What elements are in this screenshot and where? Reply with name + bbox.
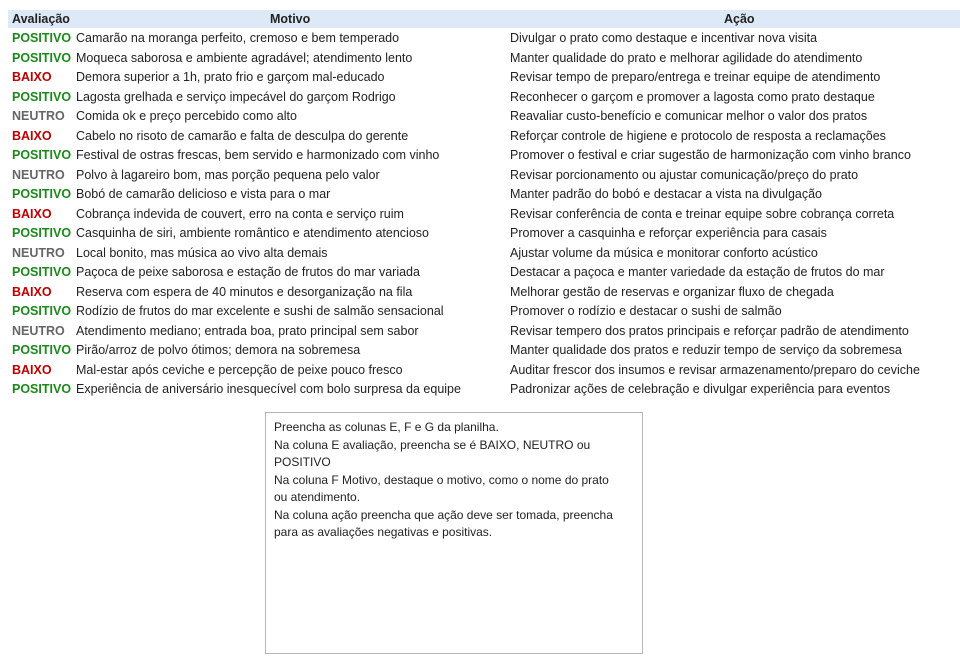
cell-avaliacao[interactable]: POSITIVO: [12, 187, 72, 201]
cell-motivo[interactable]: Mal-estar após ceviche e percepção de peixe pouco fresco: [76, 362, 403, 377]
cell-acao[interactable]: Melhorar gestão de reservas e organizar fluxo de chegada: [510, 284, 834, 299]
cell-avaliacao[interactable]: POSITIVO: [12, 265, 72, 279]
cell-motivo[interactable]: Rodízio de frutos do mar excelente e sushi de salmão sensacional: [76, 304, 444, 318]
cell-acao[interactable]: Auditar frescor dos insumos e revisar armazenamento/preparo do ceviche: [510, 362, 920, 377]
note-line: ou atendimento.: [274, 490, 361, 504]
cell-acao[interactable]: Ajustar volume da música e monitorar conforto acústico: [510, 245, 818, 260]
cell-acao[interactable]: Promover o rodízio e destacar o sushi de salmão: [510, 304, 782, 318]
cell-acao[interactable]: Divulgar o prato como destaque e incentivar nova visita: [510, 31, 818, 45]
cell-motivo[interactable]: Cobrança indevida de couvert, erro na conta e serviço ruim: [76, 206, 404, 221]
table-row: [8, 224, 960, 244]
cell-acao[interactable]: Manter qualidade do prato e melhorar agilidade do atendimento: [510, 50, 863, 65]
cell-avaliacao[interactable]: BAIXO: [12, 206, 52, 221]
note-line: POSITIVO: [274, 455, 331, 469]
cell-motivo[interactable]: Comida ok e preço percebido como alto: [76, 109, 297, 123]
cell-motivo[interactable]: Local bonito, mas música ao vivo alta demais: [76, 245, 328, 260]
cell-acao[interactable]: Revisar tempero dos pratos principais e reforçar padrão de atendimento: [510, 323, 909, 338]
table-row: [8, 283, 960, 303]
cell-acao[interactable]: Reforçar controle de higiene e protocolo de resposta a reclamações: [510, 128, 886, 143]
cell-motivo[interactable]: Cabelo no risoto de camarão e falta de desculpa do gerente: [76, 128, 409, 143]
table-row: [8, 166, 960, 186]
cell-acao[interactable]: Promover a casquinha e reforçar experiência para casais: [510, 226, 827, 240]
cell-motivo[interactable]: Experiência de aniversário inesquecível com bolo surpresa da equipe: [76, 382, 461, 396]
header-avaliacao[interactable]: Avaliação: [12, 12, 70, 26]
table-row: [8, 380, 960, 400]
cell-acao[interactable]: Padronizar ações de celebração e divulgar experiência para eventos: [510, 382, 891, 396]
cell-acao[interactable]: Manter qualidade dos pratos e reduzir tempo de serviço da sobremesa: [510, 343, 902, 357]
table-row: [8, 205, 960, 225]
table-row: [8, 341, 960, 361]
table-row: [8, 107, 960, 127]
cell-motivo[interactable]: Paçoca de peixe saborosa e estação de frutos do mar variada: [76, 265, 420, 279]
cell-motivo[interactable]: Atendimento mediano; entrada boa, prato principal sem sabor: [76, 323, 419, 338]
cell-avaliacao[interactable]: POSITIVO: [12, 343, 72, 357]
header-motivo[interactable]: Motivo: [270, 12, 311, 26]
header-row: [8, 10, 960, 28]
instruction-textbox[interactable]: [265, 412, 643, 654]
cell-acao[interactable]: Reavaliar custo-benefício e comunicar melhor o valor dos pratos: [510, 109, 868, 123]
table-row: [8, 127, 960, 147]
table-row: [8, 146, 960, 166]
note-line: Na coluna F Motivo, destaque o motivo, como o nome do prato: [274, 472, 609, 487]
cell-acao[interactable]: Reconhecer o garçom e promover a lagosta como prato destaque: [510, 89, 875, 104]
cell-avaliacao[interactable]: POSITIVO: [12, 148, 72, 162]
cell-acao[interactable]: Destacar a paçoca e manter variedade da estação de frutos do mar: [510, 265, 885, 279]
cell-avaliacao[interactable]: POSITIVO: [12, 226, 72, 240]
note-line: Preencha as colunas E, F e G da planilha.: [274, 420, 499, 434]
cell-motivo[interactable]: Camarão na moranga perfeito, cremoso e bem temperado: [76, 31, 400, 45]
cell-avaliacao[interactable]: NEUTRO: [12, 109, 65, 123]
cell-avaliacao[interactable]: POSITIVO: [12, 89, 72, 104]
table-row: [8, 361, 960, 381]
cell-motivo[interactable]: Lagosta grelhada e serviço impecável do garçom Rodrigo: [76, 89, 396, 104]
cell-avaliacao[interactable]: POSITIVO: [12, 31, 72, 45]
cell-motivo[interactable]: Moqueca saborosa e ambiente agradável; atendimento lento: [76, 50, 413, 65]
cell-motivo[interactable]: Festival de ostras frescas, bem servido e harmonizado com vinho: [76, 148, 440, 162]
table-row: [8, 302, 960, 322]
cell-acao[interactable]: Revisar porcionamento ou ajustar comunicação/preço do prato: [510, 167, 859, 182]
table-row: [8, 185, 960, 205]
note-line: para as avaliações negativas e positivas.: [274, 525, 493, 539]
cell-avaliacao[interactable]: NEUTRO: [12, 323, 65, 338]
cell-acao[interactable]: Revisar tempo de preparo/entrega e treinar equipe de atendimento: [510, 70, 881, 84]
table-row: [8, 244, 960, 264]
table-row: [8, 29, 960, 49]
table-row: [8, 263, 960, 283]
cell-motivo[interactable]: Bobó de camarão delicioso e vista para o mar: [76, 187, 331, 201]
cell-motivo[interactable]: Pirão/arroz de polvo ótimos; demora na sobremesa: [76, 343, 361, 357]
cell-acao[interactable]: Promover o festival e criar sugestão de harmonização com vinho branco: [510, 148, 911, 162]
cell-acao[interactable]: Manter padrão do bobó e destacar a vista na divulgação: [510, 187, 823, 201]
cell-acao[interactable]: Revisar conferência de conta e treinar equipe sobre cobrança correta: [510, 206, 895, 221]
table-row: [8, 322, 960, 342]
cell-avaliacao[interactable]: BAIXO: [12, 70, 52, 84]
cell-avaliacao[interactable]: BAIXO: [12, 362, 52, 377]
header-acao[interactable]: Ação: [724, 12, 755, 26]
cell-avaliacao[interactable]: BAIXO: [12, 284, 52, 299]
table-row: [8, 68, 960, 88]
cell-motivo[interactable]: Reserva com espera de 40 minutos e desorganização na fila: [76, 284, 413, 299]
cell-avaliacao[interactable]: NEUTRO: [12, 245, 65, 260]
cell-motivo[interactable]: Polvo à lagareiro bom, mas porção pequena pelo valor: [76, 167, 380, 182]
cell-motivo[interactable]: Demora superior a 1h, prato frio e garçom mal-educado: [76, 70, 385, 84]
cell-motivo[interactable]: Casquinha de siri, ambiente romântico e atendimento atencioso: [76, 226, 429, 240]
note-line: Na coluna E avaliação, preencha se é BAIXO, NEUTRO ou: [274, 437, 591, 452]
cell-avaliacao[interactable]: POSITIVO: [12, 382, 72, 396]
note-line: Na coluna ação preencha que ação deve ser tomada, preencha: [274, 507, 613, 522]
cell-avaliacao[interactable]: POSITIVO: [12, 304, 72, 318]
cell-avaliacao[interactable]: NEUTRO: [12, 167, 65, 182]
table-row: [8, 49, 960, 69]
cell-avaliacao[interactable]: POSITIVO: [12, 50, 72, 65]
cell-avaliacao[interactable]: BAIXO: [12, 128, 52, 143]
table-row: [8, 88, 960, 108]
